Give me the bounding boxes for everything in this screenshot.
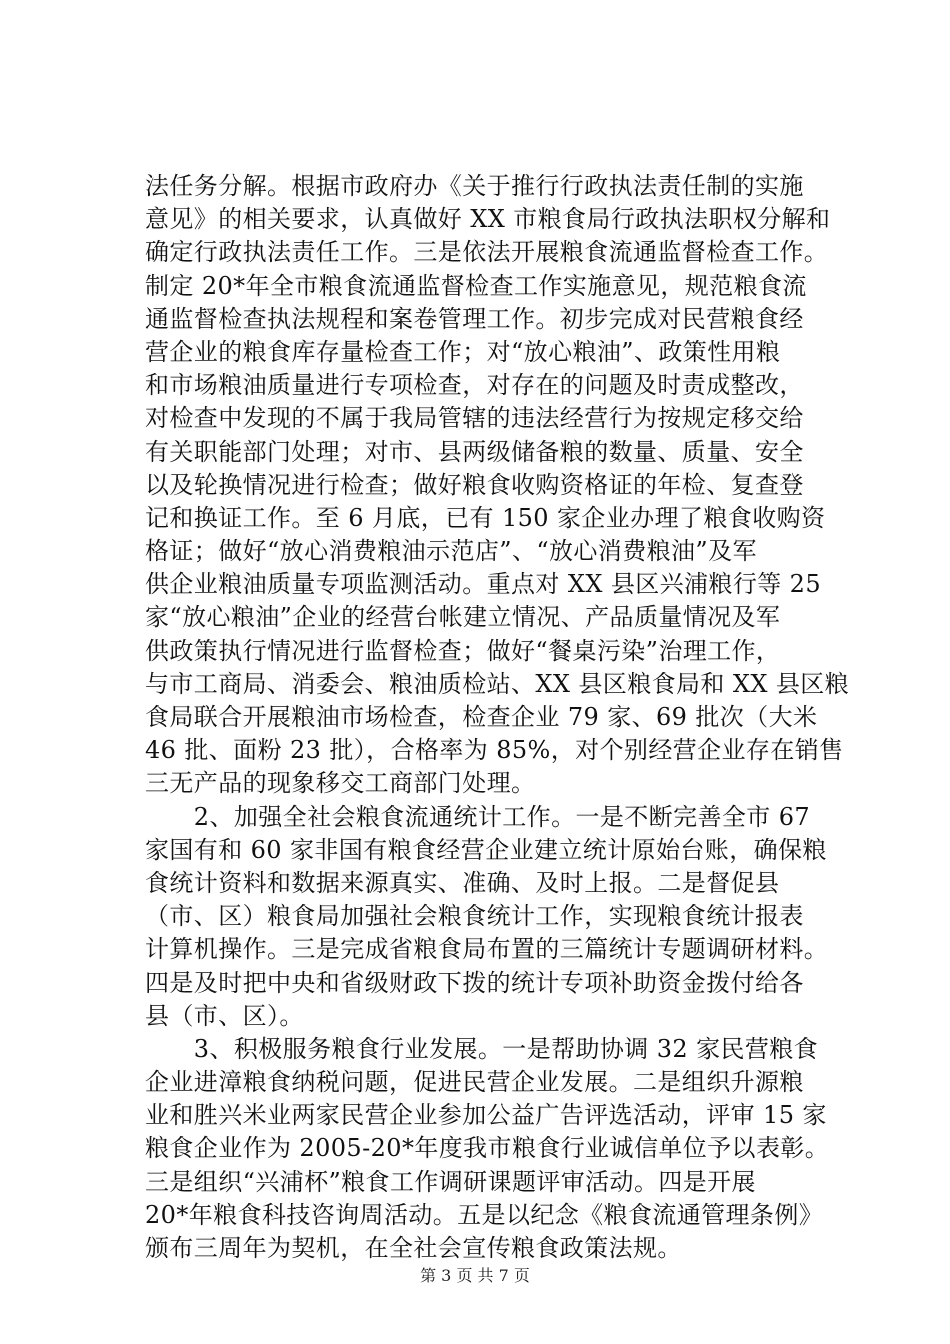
text-line: 食局联合开展粮油市场检查，检查企业 79 家、69 批次（大米 — [145, 703, 818, 731]
text-line: 粮食企业作为 2005-20*年度我市粮食行业诚信单位予以表彰。 — [145, 1134, 830, 1163]
text-line: 企业进漳粮食纳税问题，促进民营企业发展。二是组织升源粮 — [145, 1068, 804, 1097]
text-line: 46 批、面粉 23 批），合格率为 85%，对个别经营企业存在销售 — [145, 736, 844, 765]
text-line: 以及轮换情况进行检查；做好粮食收购资格证的年检、复查登 — [145, 470, 804, 499]
text-line: （市、区）粮食局加强社会粮食统计工作，实现粮食统计报表 — [145, 902, 804, 931]
body-text — [145, 170, 850, 1265]
text-line: 计算机操作。三是完成省粮食局布置的三篇统计专题调研材料。 — [145, 935, 829, 964]
text-line: 3、积极服务粮食行业发展。一是帮助协调 32 家民营粮食 — [145, 1034, 819, 1063]
text-line: 家国有和 60 家非国有粮食经营企业建立统计原始台账，确保粮 — [145, 835, 827, 864]
text-line: 三无产品的现象移交工商部门处理。 — [145, 769, 536, 798]
text-line: 有关职能部门处理；对市、县两级储备粮的数量、质量、安全 — [145, 437, 804, 466]
text-line: 格证；做好“放心消费粮油示范店”、“放心消费粮油”及军 — [145, 537, 757, 566]
text-line: 确定行政执法责任工作。三是依法开展粮食流通监督检查工作。 — [145, 238, 829, 267]
text-line: 食统计资料和数据来源真实、准确、及时上报。二是督促县 — [145, 868, 780, 897]
text-line: 与市工商局、消委会、粮油质检站、XX 县区粮食局和 XX 县区粮 — [145, 669, 850, 698]
text-line: 和市场粮油质量进行专项检查，对存在的问题及时责成整改， — [145, 371, 804, 400]
page-number-footer: 第 3 页 共 7 页 — [420, 1266, 530, 1285]
text-line: 供政策执行情况进行监督检查；做好“餐桌污染”治理工作， — [145, 636, 781, 665]
text-line: 县（市、区）。 — [145, 1001, 304, 1030]
text-line: 营企业的粮食库存量检查工作；对“放心粮油”、政策性用粮 — [145, 337, 781, 366]
text-line: 四是及时把中央和省级财政下拨的统计专项补助资金拨付给各 — [145, 968, 804, 997]
text-line: 供企业粮油质量专项监测活动。重点对 XX 县区兴浦粮行等 25 — [145, 570, 821, 599]
text-line: 业和胜兴米业两家民营企业参加公益广告评选活动，评审 15 家 — [145, 1101, 827, 1130]
text-line: 2、加强全社会粮食流通统计工作。一是不断完善全市 67 — [145, 802, 811, 831]
text-line: 颁布三周年为契机，在全社会宣传粮食政策法规。 — [145, 1234, 682, 1262]
text-line: 法任务分解。根据市政府办《关于推行行政执法责任制的实施 — [145, 172, 804, 200]
text-line: 意见》的相关要求，认真做好 XX 市粮食局行政执法职权分解和 — [145, 205, 831, 234]
text-line: 对检查中发现的不属于我局管辖的违法经营行为按规定移交给 — [145, 404, 804, 433]
text-line: 20*年粮食科技咨询周活动。五是以纪念《粮食流通管理条例》 — [145, 1200, 824, 1229]
text-line: 制定 20*年全市粮食流通监督检查工作实施意见，规范粮食流 — [145, 271, 807, 300]
text-line: 三是组织“兴浦杯”粮食工作调研课题评审活动。四是开展 — [145, 1167, 756, 1196]
text-line: 记和换证工作。至 6 月底，已有 150 家企业办理了粮食收购资 — [145, 503, 826, 532]
text-line: 通监督检查执法规程和案卷管理工作。初步完成对民营粮食经 — [145, 304, 804, 333]
text-line: 家“放心粮油”企业的经营台帐建立情况、产品质量情况及军 — [145, 603, 781, 632]
